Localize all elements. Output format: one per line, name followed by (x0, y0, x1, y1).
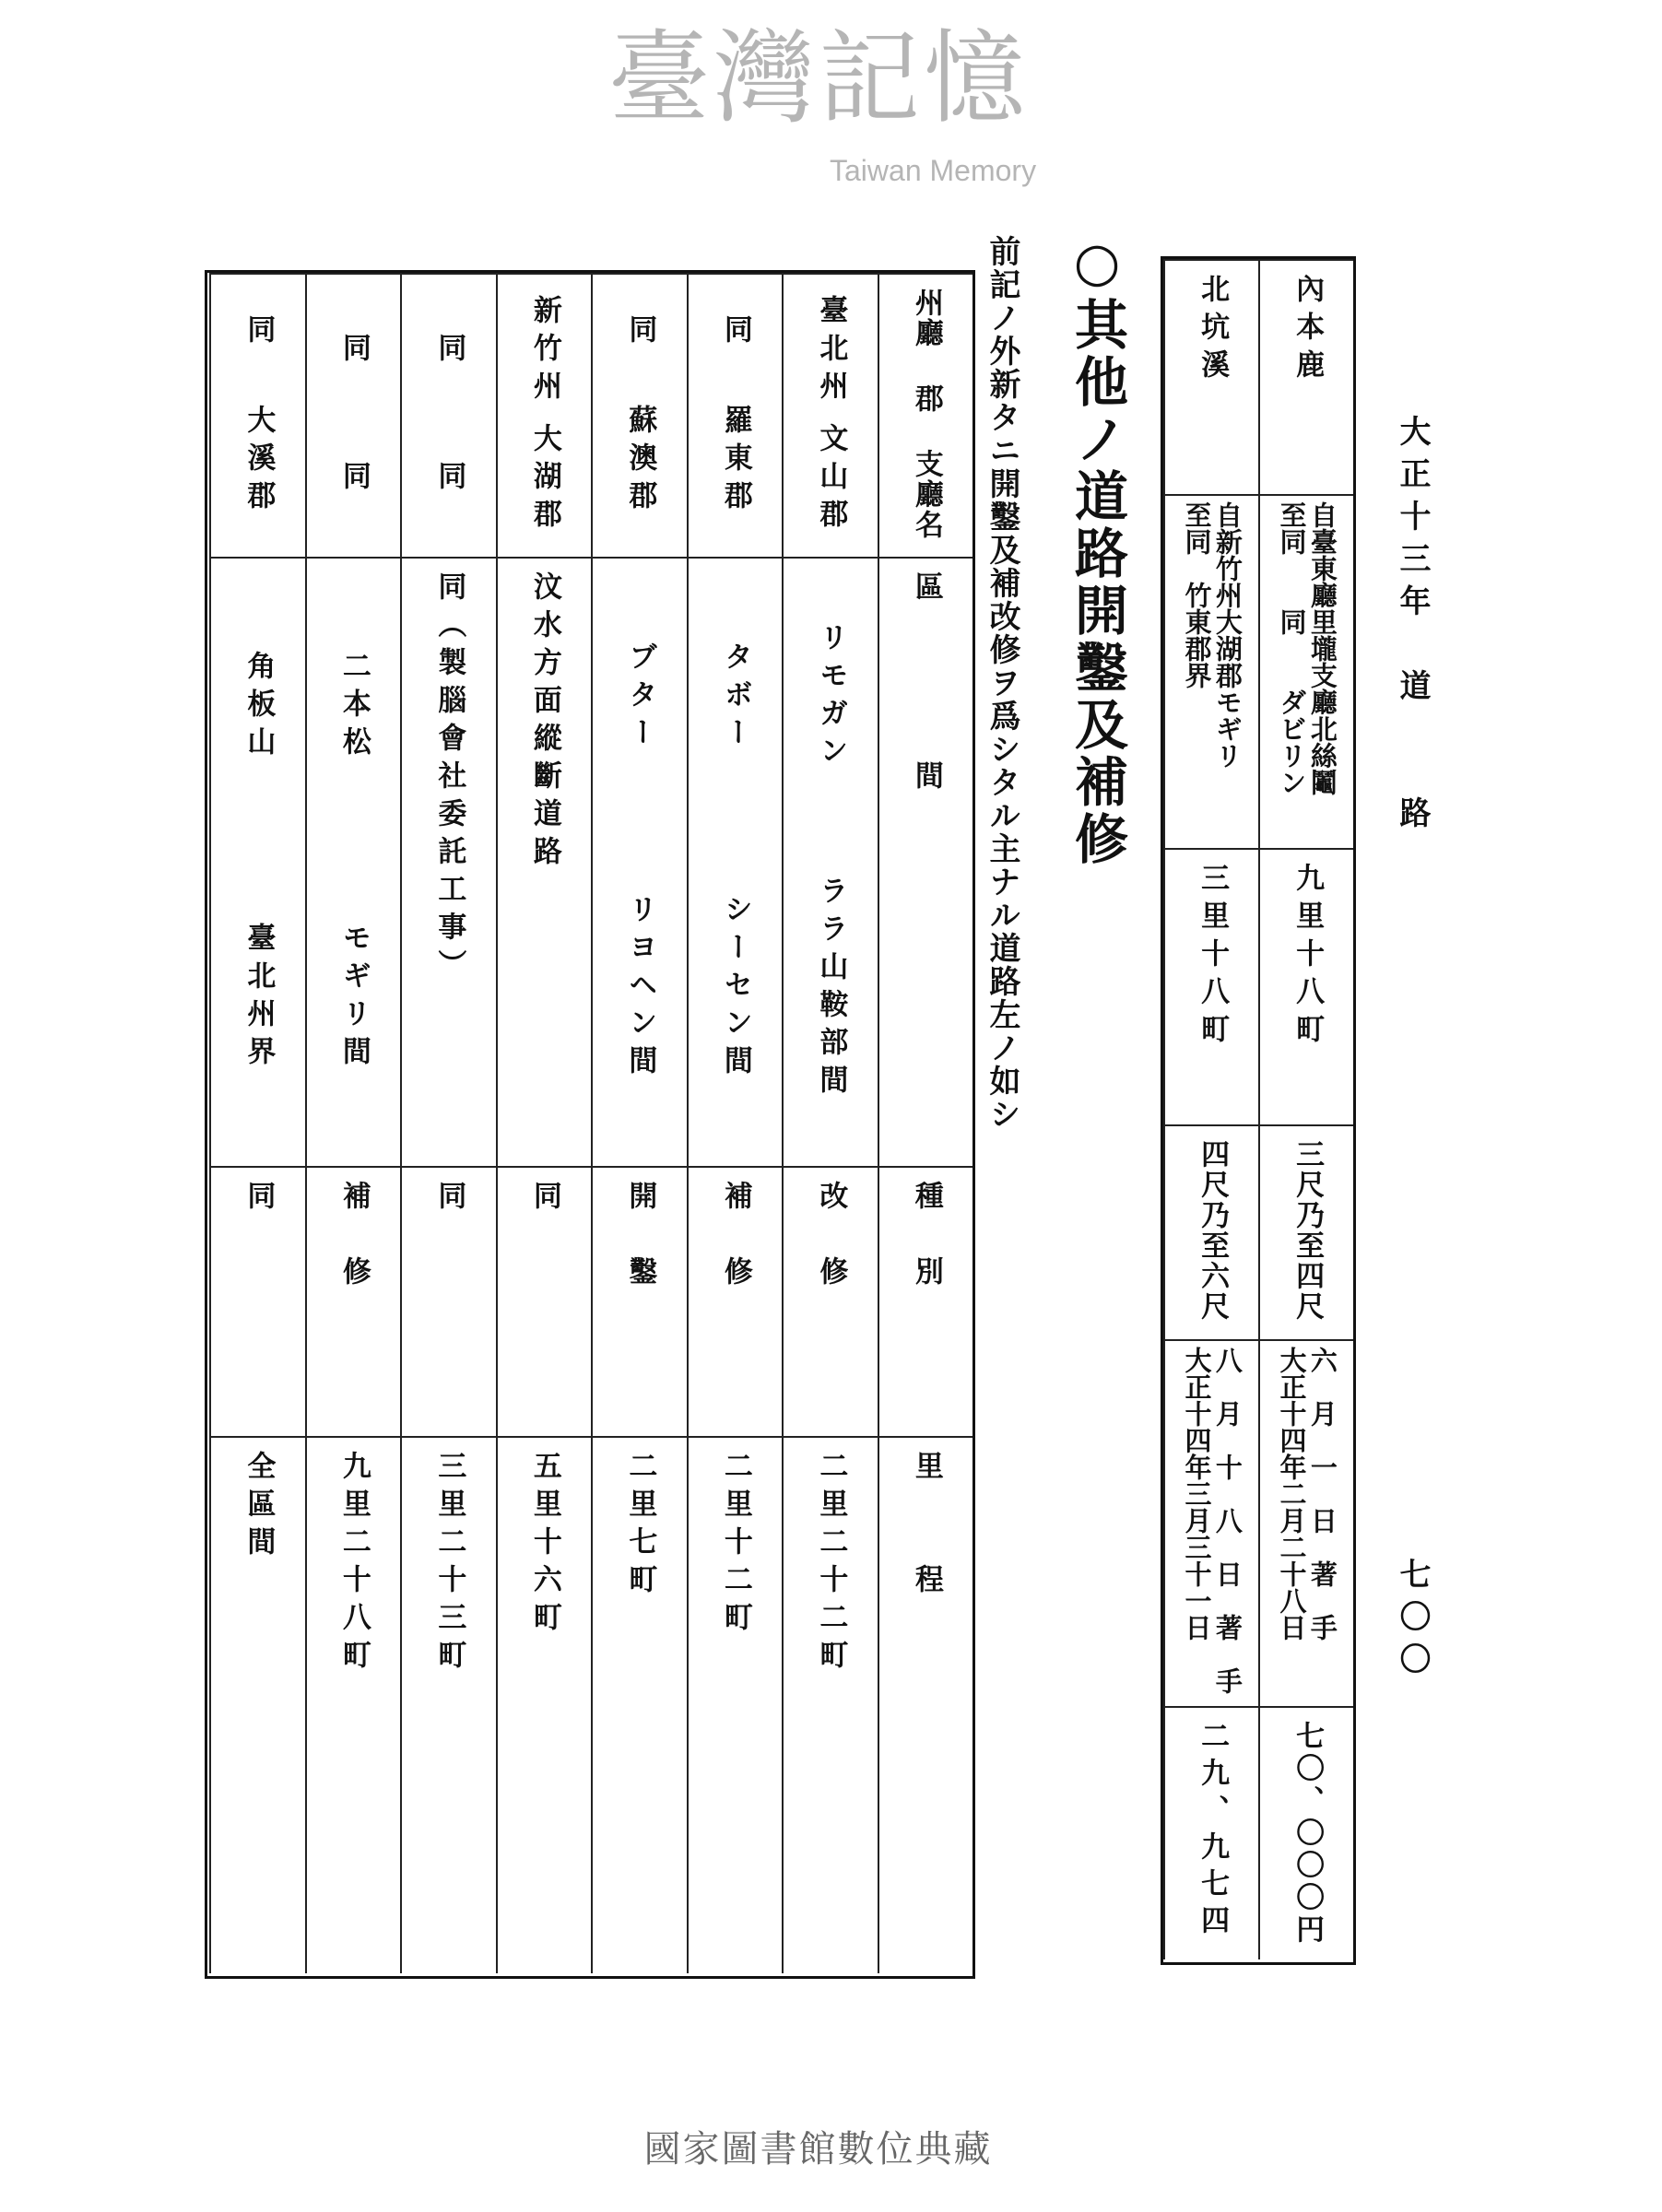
watermark-text: Taiwan Memory (830, 154, 1037, 187)
cell-type-text: 同 (242, 1181, 276, 1218)
cell-length (1258, 848, 1353, 1124)
page-number: 七〇〇 (1394, 1558, 1431, 1685)
cell-name-text: 內本鹿 (1291, 274, 1325, 387)
cell-section (1258, 494, 1353, 848)
cell-length-text: 三里十八町 (1196, 863, 1230, 1052)
cell-office-text: 同 (432, 333, 466, 371)
cell-type-text: 補 修 (718, 1181, 752, 1294)
cell-distance (591, 1436, 687, 1973)
header-cell (878, 557, 973, 1166)
cell-office-text: 羅東郡 (718, 404, 752, 518)
cell-cost (1163, 1706, 1258, 1959)
cell-office-text: 同 (242, 313, 276, 352)
cell-cost-text: 二九、九七四 (1196, 1721, 1230, 1942)
section-intro: 前記ノ外新タニ開鑿及補改修ヲ爲シタル主ナル道路左ノ如シ (984, 235, 1020, 1131)
cell-section-text: モギリ間 (336, 923, 371, 1074)
cell-section (209, 557, 305, 1166)
cell-distance-text: 全區間 (242, 1451, 276, 1564)
cell-section-text: リモガン (814, 622, 848, 774)
cell-office-text: 同 (336, 333, 371, 371)
cell-section-text: ブター (623, 641, 657, 755)
cell-office-text: 同 (623, 313, 657, 352)
cell-width-text: 四尺乃至六尺 (1196, 1139, 1230, 1322)
cell-section-text: タボー (718, 641, 752, 755)
cell-width-text: 三尺乃至四尺 (1291, 1139, 1325, 1322)
footer-credit: 國家圖書館數位典藏 (643, 2128, 993, 2171)
cell-section-text: 汶水方面縱斷道路 (527, 571, 561, 874)
cell-length (1163, 848, 1258, 1124)
cell-section-text: ララ山鞍部間 (814, 875, 848, 1102)
cell-period-text: 六 月 一 日 著 手 大正十四年二月二十八日 (1276, 1347, 1338, 1641)
header-cell (878, 273, 973, 557)
cell-office-text: 新竹州 (527, 295, 561, 408)
section-title: ○其他ノ道路開鑿及補修 (1066, 230, 1128, 868)
cell-type (496, 1166, 592, 1436)
cell-office-text: 大湖郡 (527, 423, 561, 536)
cell-distance (687, 1436, 783, 1973)
cell-office-text: 同 (336, 461, 371, 499)
cell-section-text: 二本松 (336, 651, 371, 764)
watermark-logo: 臺灣記憶 (608, 19, 1029, 137)
cell-name-text: 北坑溪 (1196, 274, 1230, 387)
other-roads-table (205, 270, 975, 1979)
cell-period-text: 八 月 十 八 日 著 手 大正十四年三月三十一日 (1181, 1347, 1244, 1694)
cell-distance (305, 1436, 401, 1973)
cell-office-text: 同 (718, 313, 752, 352)
cell-distance (782, 1436, 878, 1973)
cell-section (1163, 494, 1258, 848)
cell-name (1258, 259, 1353, 494)
cell-period (1258, 1339, 1353, 1706)
cell-section-text: 臺北州界 (242, 923, 276, 1074)
cell-type (209, 1166, 305, 1436)
cell-office (209, 273, 305, 557)
cell-section-text: リヨヘン間 (623, 894, 657, 1084)
cell-section (591, 557, 687, 1166)
cell-office (400, 273, 496, 557)
cell-type-text: 同 (432, 1181, 466, 1218)
header-cell-text: 州廳 郡 支廳名 (909, 288, 943, 540)
cell-section-text: シーセン間 (718, 894, 752, 1084)
cell-office-text: 蘇澳郡 (623, 404, 657, 518)
cell-type (591, 1166, 687, 1436)
cell-type-text: 補 修 (336, 1181, 371, 1294)
cell-distance (400, 1436, 496, 1973)
cell-office (782, 273, 878, 557)
header-cell (878, 1436, 973, 1973)
cell-office-text: 大溪郡 (242, 404, 276, 518)
road-table-continued (1161, 256, 1356, 1965)
cell-section-text: 同（製腦會社委託工事） (432, 571, 466, 987)
cell-width (1163, 1124, 1258, 1339)
cell-office (591, 273, 687, 557)
cell-section-text: 自新竹州大湖郡モギリ 至同 竹東郡界 (1181, 501, 1244, 769)
cell-office (305, 273, 401, 557)
cell-distance (496, 1436, 592, 1973)
cell-type (305, 1166, 401, 1436)
cell-name (1163, 259, 1258, 494)
cell-distance-text: 二里七町 (623, 1451, 657, 1602)
cell-distance-text: 五里十六町 (527, 1451, 561, 1640)
cell-section (782, 557, 878, 1166)
cell-distance (209, 1436, 305, 1973)
running-header-title: 大正十三年 道 路 (1394, 415, 1431, 839)
cell-type (687, 1166, 783, 1436)
cell-office (687, 273, 783, 557)
cell-section (400, 557, 496, 1166)
cell-office (496, 273, 592, 557)
header-cell (878, 1166, 973, 1436)
cell-office-text: 臺北州 (814, 295, 848, 408)
cell-distance-text: 二里十二町 (718, 1451, 752, 1640)
cell-distance-text: 九里二十八町 (336, 1451, 371, 1677)
header-cell-text: 種 別 (909, 1181, 943, 1294)
cell-section-text: 角板山 (242, 651, 276, 764)
cell-period (1163, 1339, 1258, 1706)
cell-length-text: 九里十八町 (1291, 863, 1325, 1052)
cell-cost-text: 七〇、〇〇〇円 (1291, 1721, 1325, 1947)
cell-section (687, 557, 783, 1166)
cell-section (496, 557, 592, 1166)
cell-cost (1258, 1706, 1353, 1959)
cell-type-text: 開 鑿 (623, 1181, 657, 1294)
cell-type-text: 改 修 (814, 1181, 848, 1294)
header-cell-text: 區 間 (909, 571, 943, 798)
cell-distance-text: 三里二十三町 (432, 1451, 466, 1677)
cell-distance-text: 二里二十二町 (814, 1451, 848, 1677)
cell-office-text: 同 (432, 461, 466, 499)
cell-type (782, 1166, 878, 1436)
cell-type (400, 1166, 496, 1436)
header-cell-text: 里 程 (909, 1451, 943, 1602)
cell-type-text: 同 (527, 1181, 561, 1218)
cell-office-text: 文山郡 (814, 423, 848, 536)
cell-section-text: 自臺東廳里壠支廳北絲鬮 至同 同 ダビリン (1276, 501, 1338, 795)
cell-width (1258, 1124, 1353, 1339)
cell-section (305, 557, 401, 1166)
